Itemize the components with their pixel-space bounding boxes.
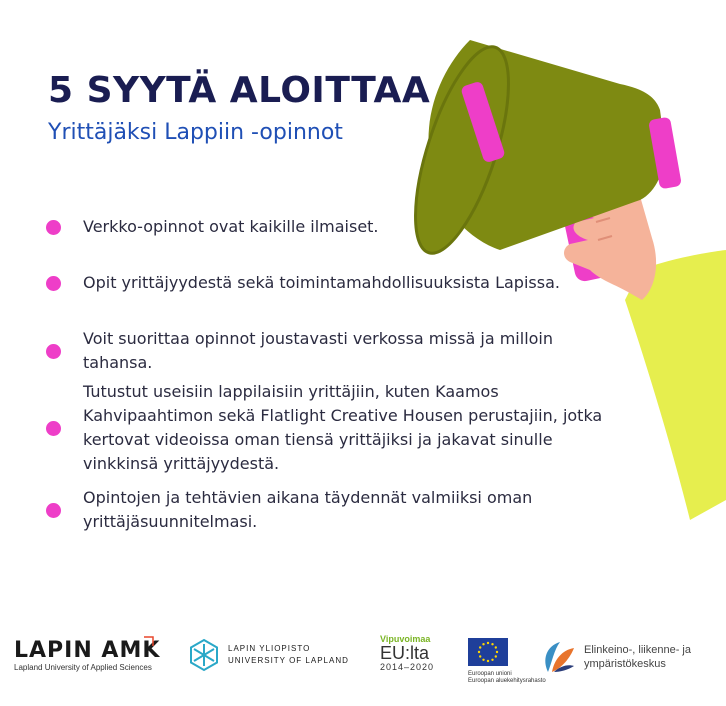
vipuvoimaa-title: Vipuvoimaa [380, 634, 431, 644]
vipuvoimaa-years: 2014–2020 [380, 662, 435, 672]
list-item [46, 215, 606, 239]
reason-text: Opintojen ja tehtävien aikana täydennät valmiiksi oman yrittäjäsuunnitelmasi. [83, 488, 533, 531]
list-item [46, 486, 606, 534]
ely-name-line2: ympäristökeskus [584, 658, 666, 670]
page-subtitle: Yrittäjäksi Lappiin -opinnot [48, 120, 343, 145]
ely-name-line1: Elinkeino-, liikenne- ja [584, 644, 691, 656]
eu-flag-icon [468, 638, 508, 666]
list-item [46, 327, 606, 375]
list-item [46, 380, 606, 476]
lapin-yliopisto-logo [188, 638, 349, 672]
reason-text: Verkko-opinnot ovat kaikille ilmaiset. [83, 217, 379, 236]
vipuvoimaa-main: EU:lta [380, 643, 430, 663]
bullet-dot-icon [46, 276, 61, 291]
lapin-yliopisto-name: LAPIN YLIOPISTO [228, 644, 311, 653]
university-of-lapland-name: UNIVERSITY OF LAPLAND [228, 656, 349, 665]
ely-logo [540, 638, 691, 676]
bullet-dot-icon [46, 344, 61, 359]
reason-text: Opit yrittäjyydestä sekä toimintamahdollisuuksista Lapissa. [83, 273, 560, 292]
footer-logos [0, 630, 726, 690]
snowflake-icon [188, 638, 220, 672]
bullet-dot-icon [46, 220, 61, 235]
eu-caption-line2: Euroopan aluekehitysrahasto [468, 678, 546, 684]
lapin-amk-logo [14, 638, 160, 672]
bullet-dot-icon [46, 503, 61, 518]
eu-caption-line1: Euroopan unioni [468, 671, 512, 677]
corner-mark-icon [144, 636, 154, 646]
bullet-dot-icon [46, 421, 61, 436]
list-item [46, 271, 606, 295]
reason-text: Voit suorittaa opinnot joustavasti verkossa missä ja milloin tahansa. [83, 329, 554, 372]
reason-text: Tutustut useisiin lappilaisiin yrittäjiin, kuten Kaamos Kahvipaahtimon sekä Flatlight Creative Housen perustajiin, jotka kertovat videoissa oman tiensä yrittäjiksi ja jakavat sinulle vinkkinsä yrittäjyydestä. [83, 382, 603, 473]
ely-leaf-icon [540, 638, 578, 676]
page-title: 5 SYYTÄ ALOITTAA [48, 70, 431, 111]
lapin-amk-subtitle: Lapland University of Applied Sciences [14, 663, 152, 672]
eu-flag-logo [468, 638, 546, 685]
lapin-amk-name: LAPIN AMK [14, 638, 161, 663]
vipuvoimaa-logo [380, 634, 434, 672]
